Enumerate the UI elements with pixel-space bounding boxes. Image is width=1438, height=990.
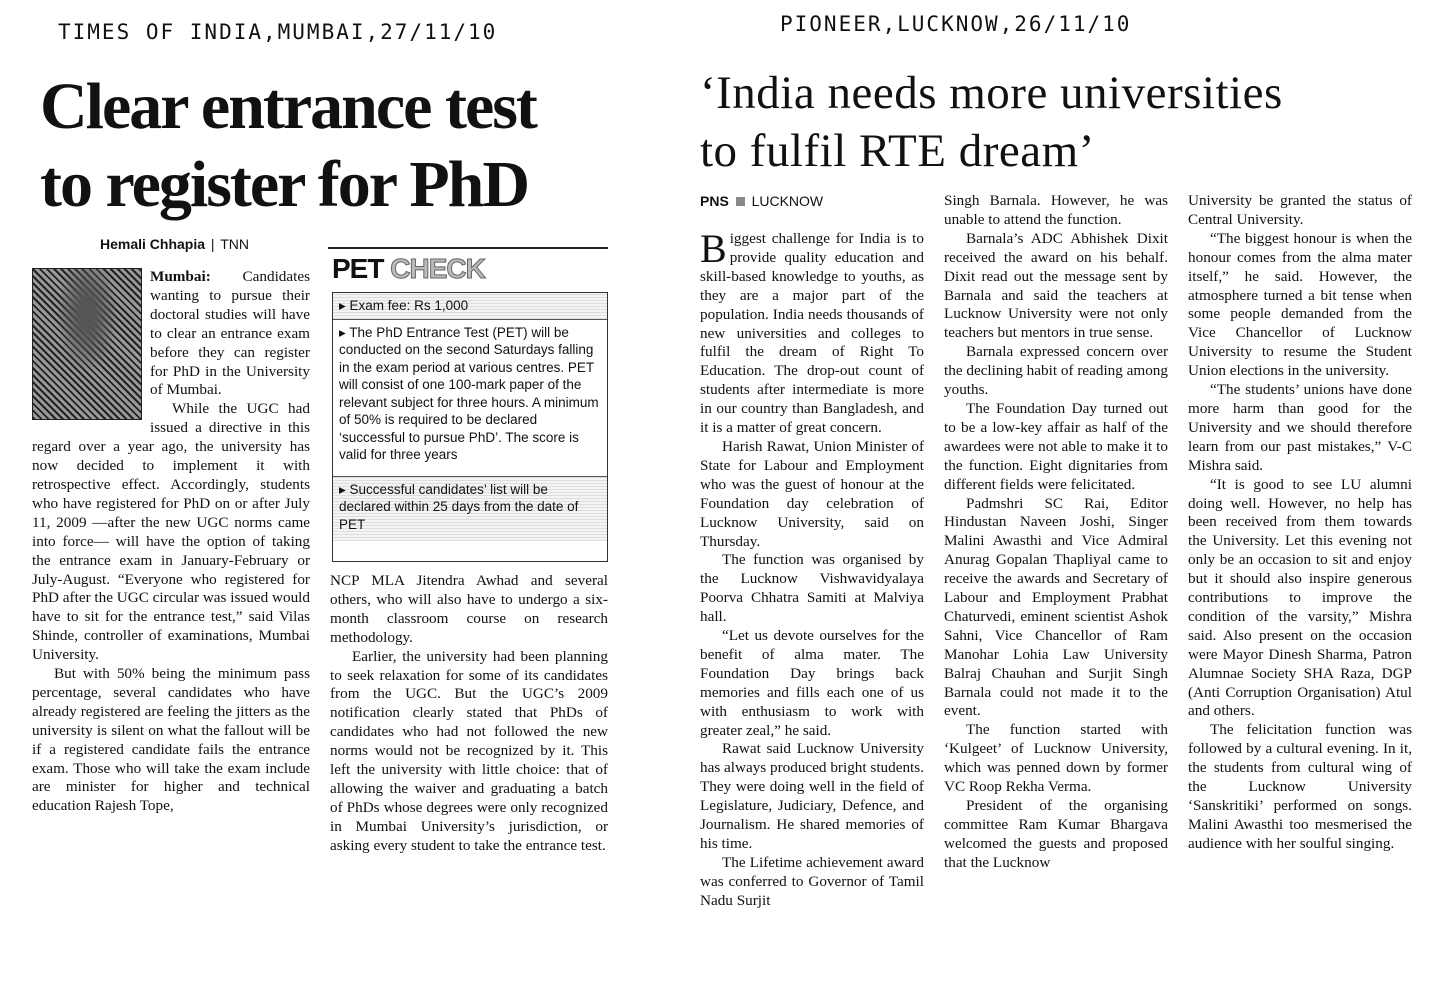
- right-column-2: [944, 192, 1168, 970]
- left-column-1: [32, 268, 310, 898]
- drop-cap: B: [700, 230, 727, 271]
- pet-title-word: PET: [332, 253, 384, 284]
- left-paragraph: But with 50% being the minimum pass percentage, several candidates who have already registered are feeling the jitters as the university is silent on what the fallout will be if a registered candidate fails the entrance exam. Those who will take the exam include are minister for higher and technical education Rajesh Tope,: [32, 665, 310, 815]
- right-dateline: LUCKNOW: [751, 193, 824, 209]
- right-paragraph: President of the organising committee Ram Kumar Bhargava welcomed the guests and proposed that the Lucknow: [944, 797, 1168, 871]
- right-paragraph: The Lifetime achievement award was conferred to Governor of Tamil Nadu Surjit: [700, 853, 924, 909]
- right-paragraph: Harish Rawat, Union Minister of State for Labour and Employment who was the guest of honour at the Foundation day celebration of Lucknow University, said on Thursday.: [700, 437, 924, 550]
- pet-check-box: [332, 292, 608, 562]
- left-dateline: Mumbai:: [150, 268, 211, 285]
- square-bullet-icon: [736, 197, 745, 206]
- right-paragraph: The Foundation Day turned out to be a low-key affair as half of the awardees were not able to make it to the function. Eight dignitaries from different fields were felicitated.: [944, 399, 1168, 493]
- pet-fee-row: [333, 293, 607, 320]
- arrow-icon: ▸: [339, 298, 346, 313]
- left-paragraph: NCP MLA Jitendra Awhad and several others, who will also have to undergo a six-month classroom course on research methodology.: [330, 572, 608, 646]
- check-title-word: CHECK: [390, 253, 485, 284]
- pet-list-row: [333, 476, 607, 541]
- pet-body-row: [333, 320, 607, 476]
- pet-list-text: Successful candidates’ list will be declared within 25 days from the date of PET: [339, 481, 579, 532]
- left-headline-line-1: Clear entrance test: [40, 70, 536, 143]
- right-paragraph: The function was organised by the Lucknow Vishwavidyalaya Poorva Chhatra Samiti at Malviya hall.: [700, 551, 924, 626]
- right-paragraph: “It is good to see LU alumni doing well. However, no help has been received from them towards the University. Let this evening not only be an occasion to sit and enjoy but it should also inspire generous contributions to improve the condition of the varsity,” Mishra said. Also present on the occasion were Mayor Dinesh Sharma, Patron Alumnae Society SHA Raza, DGP (Anti Corruption Organisation) Atul and others.: [1188, 475, 1412, 720]
- right-paragraph: Singh Barnala. However, he was unable to attend the function.: [944, 192, 1168, 228]
- left-headline-line-2: to register for PhD: [40, 148, 529, 221]
- right-paragraph: “The students’ unions have done more harm than good for the University and we should therefore learn from our past mistakes,” V-C Mishra said.: [1188, 381, 1412, 474]
- right-paragraph: University be granted the status of Central University.: [1188, 192, 1412, 228]
- left-source-line: TIMES OF INDIA,MUMBAI,27/11/10: [58, 20, 498, 44]
- right-agency: PNS: [700, 193, 729, 209]
- right-byline: [700, 193, 823, 209]
- right-lead-paragraph: iggest challenge for India is to provide quality education and skill-based knowledge to youths, as they are a major part of the population. India needs thousands of new universities and colleges to fulfil the dream of Right To Education. The drop-out count of students after intermediate is more in our country than Bangladesh, and it is a matter of great concern.: [700, 230, 924, 437]
- pet-top-rule: [328, 247, 608, 249]
- right-headline-line-1: ‘India needs more universities: [700, 67, 1283, 119]
- left-paragraph: While the UGC had issued a directive in this regard over a year ago, the university has now decided to implement it with retrospective effect. Accordingly, students who have registered for PhD on or after July 11, 2009 —after the new UGC norms came into force— will have the option of taking the entrance exam in January-February or July-August. “Everyone who registered for PhD after the UGC circular was issued would have to sit for the entrance test,” said Vilas Shinde, controller of examinations, Mumbai University.: [32, 400, 310, 664]
- right-headline-line-2: to fulfil RTE dream’: [700, 125, 1095, 177]
- byline-agency: TNN: [220, 236, 249, 252]
- left-headline: [40, 68, 620, 224]
- right-paragraph: The felicitation function was followed by a cultural evening. In it, the students from cultural wing of the Lucknow University ‘Sanskritiki’ performed on songs. Malini Awasthi too mesmerised the audience with her soulful singing.: [1188, 721, 1412, 852]
- right-paragraph: “The biggest honour is when the honour comes from the alma mater itself,” he said. However, the atmosphere turned a bit tense when some people demanded from the Vice Chancellor of Lucknow University to resume the Student Union elections in the university.: [1188, 229, 1412, 380]
- right-paragraph: Rawat said Lucknow University has always produced bright students. They were doing well in the field of Legislature, Judiciary, Defence, and Journalism. He shared memories of his time.: [700, 740, 924, 852]
- pet-check-title: [332, 253, 485, 285]
- byline-name: Hemali Chhapia: [100, 236, 206, 252]
- portrait-photo: [32, 268, 142, 420]
- left-lead-paragraph: Candidates wanting to pursue their doctoral studies will have to clear an entrance exam before they can register for PhD in the University of Mumbai.: [150, 268, 310, 399]
- arrow-icon: ▸: [339, 481, 346, 497]
- right-paragraph: “Let us devote ourselves for the benefit of alma mater. The Foundation Day brings back memories and fills each one of us with enthusiasm to work with greater zeal,” he said.: [700, 627, 924, 739]
- pet-body-text: The PhD Entrance Test (PET) will be conducted on the second Saturdays falling in the exam period at various centres. PET will consist of one 100-mark paper of the relevant subject for three hours. A minimum of 50% is required to be declared ‘successful to pursue PhD’. The score is valid for three years: [339, 324, 599, 462]
- right-source-line: PIONEER,LUCKNOW,26/11/10: [780, 12, 1132, 36]
- right-column-3: [1188, 192, 1412, 970]
- left-paragraph: Earlier, the university had been planning to seek relaxation for some of its candidates from the UGC. But the UGC’s 2009 notification clearly stated that PhDs of candidates who had not followed the new norms would not be recognized by it. This left the university with little choice: that of allowing the waiver and graduating a batch of PhDs whose degrees were only recognized in Mumbai University’s jurisdiction, or asking every student to take the entrance test.: [330, 647, 608, 854]
- right-paragraph: Barnala’s ADC Abhishek Dixit received the award on his behalf. Dixit read out the message sent by Barnala and said the teachers at Lucknow University were not only teachers but mentors in true sense.: [944, 229, 1168, 342]
- right-column-1: [700, 230, 924, 970]
- right-paragraph: Barnala expressed concern over the declining habit of reading among youths.: [944, 343, 1168, 399]
- right-paragraph: The function started with ‘Kulgeet’ of Lucknow University, which was penned down by former VC Roop Rekha Verma.: [944, 721, 1168, 796]
- arrow-icon: ▸: [339, 324, 346, 340]
- right-headline: [700, 64, 1420, 180]
- pet-fee-text: Exam fee: Rs 1,000: [349, 298, 469, 313]
- left-column-2: [330, 572, 608, 894]
- left-byline: Hemali Chhapia | TNN: [100, 236, 249, 252]
- right-paragraph: Padmshri SC Rai, Editor Hindustan Naveen Joshi, Singer Malini Awasthi and Vice Admiral Anurag Gopalan Thapliyal came to receive the awards and Secretary of Labour and Employment Prabhat Chaturvedi, eminent scientist Ashok Sahni, Vice Chancellor of Ram Manohar Lohia Law University Balraj Chauhan and Surjit Singh Barnala could not made it to the event.: [944, 494, 1168, 720]
